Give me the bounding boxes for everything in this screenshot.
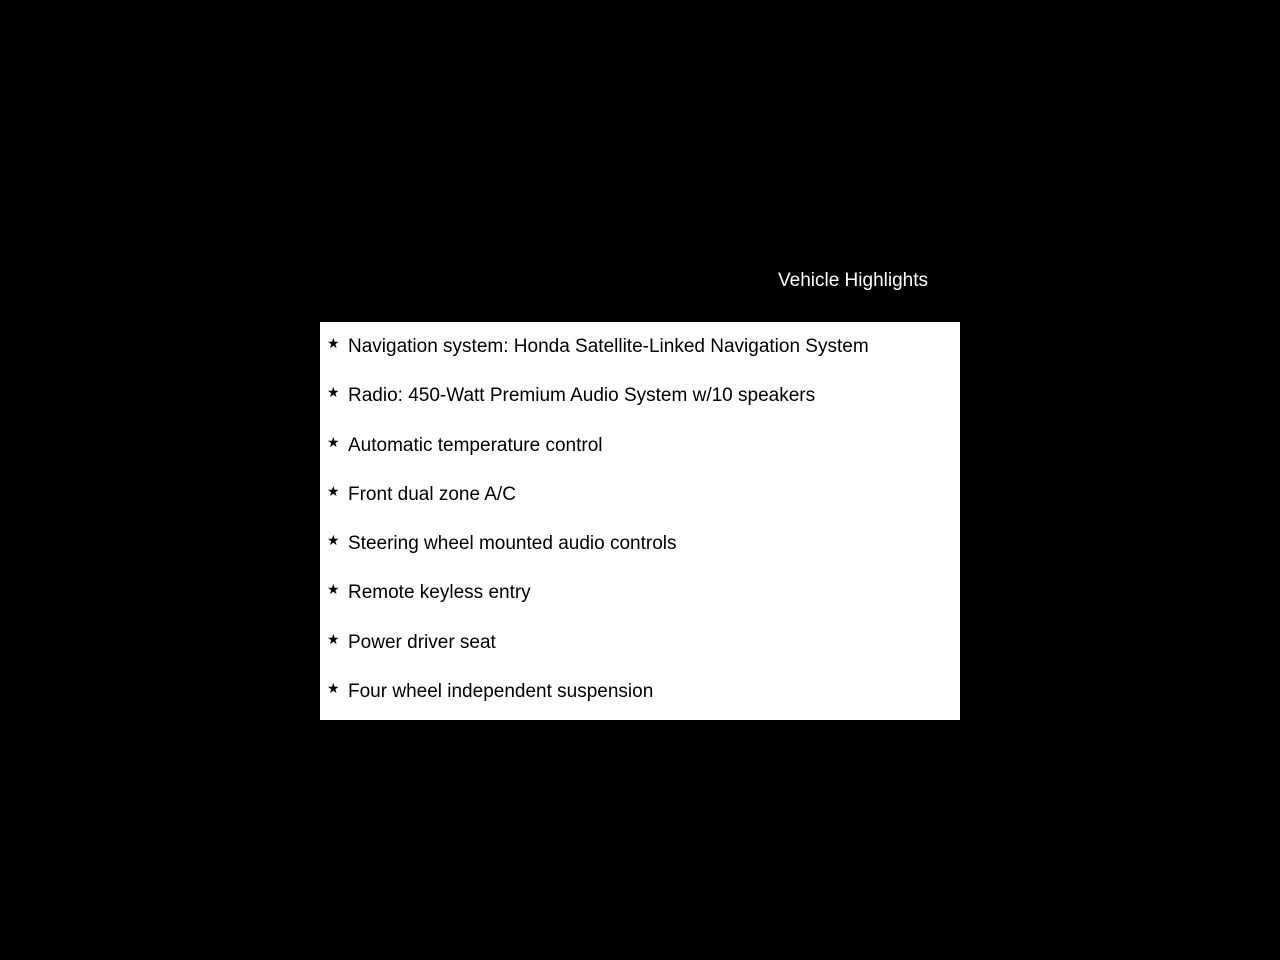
highlights-list	[320, 322, 960, 716]
list-item-label: Navigation system: Honda Satellite-Linked Navigation System	[348, 336, 869, 357]
star-icon: ★	[327, 631, 340, 648]
list-item-label: Radio: 450-Watt Premium Audio System w/10 speakers	[348, 385, 816, 407]
list-item	[320, 519, 960, 568]
list-item	[320, 618, 960, 667]
star-icon: ★	[327, 385, 340, 402]
highlights-panel	[320, 322, 960, 720]
list-item	[320, 421, 960, 470]
star-icon: ★	[327, 533, 340, 550]
list-item	[320, 322, 960, 371]
list-item	[320, 667, 960, 716]
star-icon: ★	[327, 582, 340, 599]
star-icon: ★	[327, 336, 340, 352]
list-item-label: Automatic temperature control	[348, 434, 603, 456]
list-item-label: Four wheel independent suspension	[348, 681, 654, 703]
list-item	[320, 470, 960, 519]
star-icon: ★	[327, 681, 340, 698]
list-item-label: Power driver seat	[348, 631, 496, 653]
star-icon: ★	[327, 434, 340, 451]
list-item-label: Remote keyless entry	[348, 582, 531, 604]
section-title: Vehicle Highlights	[778, 270, 928, 291]
list-item	[320, 371, 960, 420]
list-item-label: Steering wheel mounted audio controls	[348, 533, 677, 555]
list-item-label: Front dual zone A/C	[348, 483, 516, 505]
star-icon: ★	[327, 483, 340, 500]
list-item	[320, 568, 960, 617]
